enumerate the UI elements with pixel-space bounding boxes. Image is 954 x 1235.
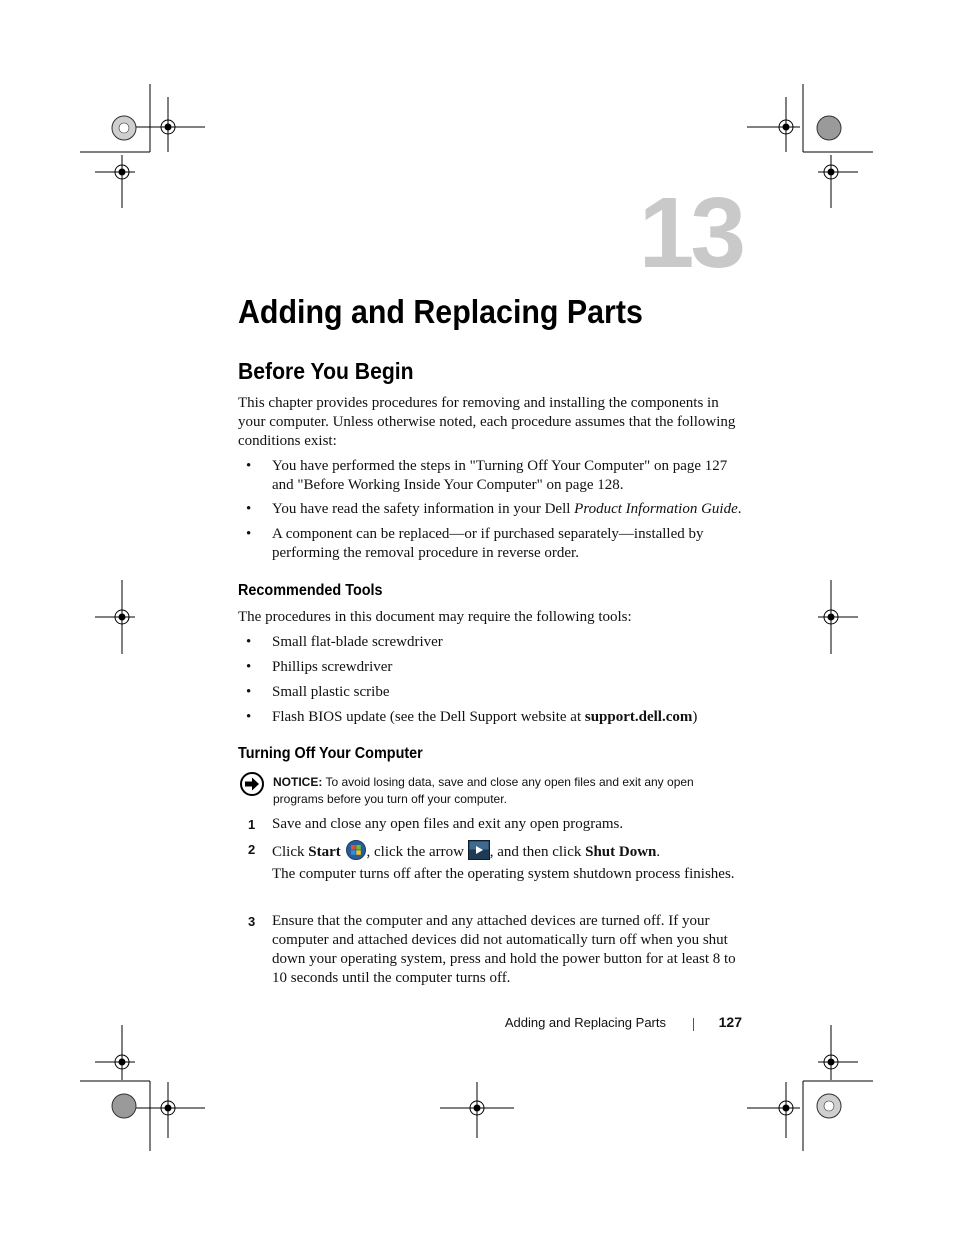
section-heading-before-you-begin: Before You Begin: [238, 358, 414, 384]
tools-intro: The procedures in this document may require the following tools:: [238, 609, 632, 625]
subsection-heading-turning-off: Turning Off Your Computer: [238, 745, 423, 762]
intro-paragraph: This chapter provides procedures for removing and installing the components in your computer. Unless otherwise noted, each procedure assumes that the following conditions exist:: [238, 395, 736, 449]
support-link: support.dell.com: [584, 709, 693, 725]
footer-section-title: Adding and Replacing Parts: [504, 1015, 666, 1030]
subsection-heading-recommended-tools: Recommended Tools: [238, 582, 383, 599]
windows-start-icon: [345, 840, 367, 860]
notice-label: NOTICE:: [273, 775, 323, 789]
chapter-title: Adding and Replacing Parts: [238, 293, 643, 330]
step-note: The computer turns off after the operating system shutdown process finishes.: [272, 866, 735, 882]
footer-separator: [693, 1018, 694, 1031]
chapter-number: 13: [638, 177, 742, 289]
page-number: 127: [718, 1014, 742, 1030]
notice-text: To avoid losing data, save and close any open files and exit any open programs before you turn off your computer.: [273, 775, 694, 806]
arrow-button-icon: [468, 840, 490, 860]
notice-arrow-icon: [240, 772, 264, 796]
document-page: 13 Adding and Replacing Parts Before You Begin This chapter provides procedures for removing and installing the components in your computer. Unless otherwise noted, each procedure assumes that the following conditions exist: • You have performed the steps in "Turning Off Your Computer" on page 127 and "Before Working Inside Your Computer" on page 128. • You have read the safety information in your Dell Product Information Guide. • A component can be replaced—or if purchased separately—installed by performing the removal procedure in reverse order. Recommended Tools The procedures in this document may require the following tools: • Small flat-blade screwdriver • Phillips screwdriver • Small plastic scribe • Flash BIOS update (see the Dell Support website at support.dell.com) Turning Off Your Computer NOTICE: To avoid losing data, save and close any open files and exit any open programs before you turn off your computer. 1 Save and close any open files and exit any open programs. 2 Click Start , click the arrow , and then click Shut Down. The computer turns off after the operating system shutdown process finishes. 3 Ensure that the computer and any attached devices are turned off. If your computer and attached devices did not automatically turn off when you shut down your operating system, press and hold the power button for at least 8 to 10 seconds until the computer turns off. Adding and Replacing Parts 127: [0, 0, 954, 1235]
